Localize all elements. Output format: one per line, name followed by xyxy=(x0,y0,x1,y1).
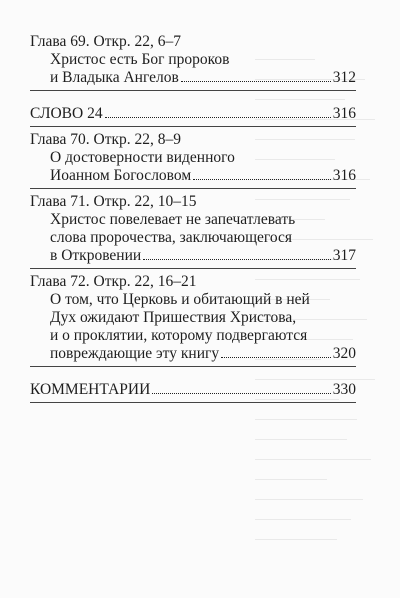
chapter-70-title-line-1: О достоверности виденного xyxy=(50,149,235,166)
dot-leader xyxy=(143,259,331,260)
chapter-72-heading[interactable]: Глава 72. Откр. 22, 16–21 xyxy=(30,273,197,290)
separator-rule xyxy=(30,268,356,269)
comments-entry[interactable] xyxy=(30,381,356,399)
comments-title: КОММЕНТАРИИ xyxy=(30,381,151,398)
chapter-71-page-number: 317 xyxy=(332,247,356,264)
comments-page-number: 330 xyxy=(332,381,356,398)
chapter-71-heading[interactable]: Глава 71. Откр. 22, 10–15 xyxy=(30,193,197,210)
chapter-69-page-number: 312 xyxy=(332,69,356,86)
chapter-69-heading[interactable] xyxy=(30,33,356,51)
chapter-72-title-line-1: О том, что Церковь и обитающий в ней xyxy=(50,291,310,308)
chapter-69-title-line-1: Христос есть Бог пророков xyxy=(50,51,230,68)
sermon-24-entry[interactable] xyxy=(30,105,356,123)
chapter-70-title-line-2[interactable]: Иоанном Богословом 316 xyxy=(50,167,356,184)
chapter-70-heading[interactable]: Глава 70. Откр. 22, 8–9 xyxy=(30,131,182,148)
chapter-71-title-line-3[interactable]: в Откровении 317 xyxy=(50,247,356,264)
chapter-71-title-line-1: Христос повелевает не запечатлевать xyxy=(50,211,296,228)
chapter-72-title-line-4[interactable]: повреждающие эту книгу 320 xyxy=(50,345,356,362)
separator-rule xyxy=(30,402,356,403)
sermon-24-page-number: 316 xyxy=(332,105,356,122)
chapter-71-title-line-2: слова пророчества, заключающегося xyxy=(50,229,293,246)
separator-rule xyxy=(30,366,356,367)
chapter-69-title-line-2[interactable]: и Владыка Ангелов 312 xyxy=(50,69,356,86)
chapter-69-heading-text: Глава 69. Откр. 22, 6–7 xyxy=(30,33,182,50)
dot-leader xyxy=(193,179,331,180)
dot-leader xyxy=(105,117,331,118)
separator-rule xyxy=(30,90,356,91)
chapter-70-page-number: 316 xyxy=(332,167,356,184)
dot-leader xyxy=(181,81,331,82)
chapter-72-title-line-3: и о проклятии, которому подвергаются xyxy=(50,327,308,344)
separator-rule xyxy=(30,188,356,189)
chapter-72-title-line-2: Дух ожидают Пришествия Христова, xyxy=(50,309,297,326)
sermon-24-title: СЛОВО 24 xyxy=(30,105,103,122)
table-of-contents xyxy=(30,33,356,407)
dot-leader xyxy=(221,357,331,358)
dot-leader xyxy=(152,393,330,394)
chapter-72-page-number: 320 xyxy=(332,345,356,362)
separator-rule xyxy=(30,126,356,127)
